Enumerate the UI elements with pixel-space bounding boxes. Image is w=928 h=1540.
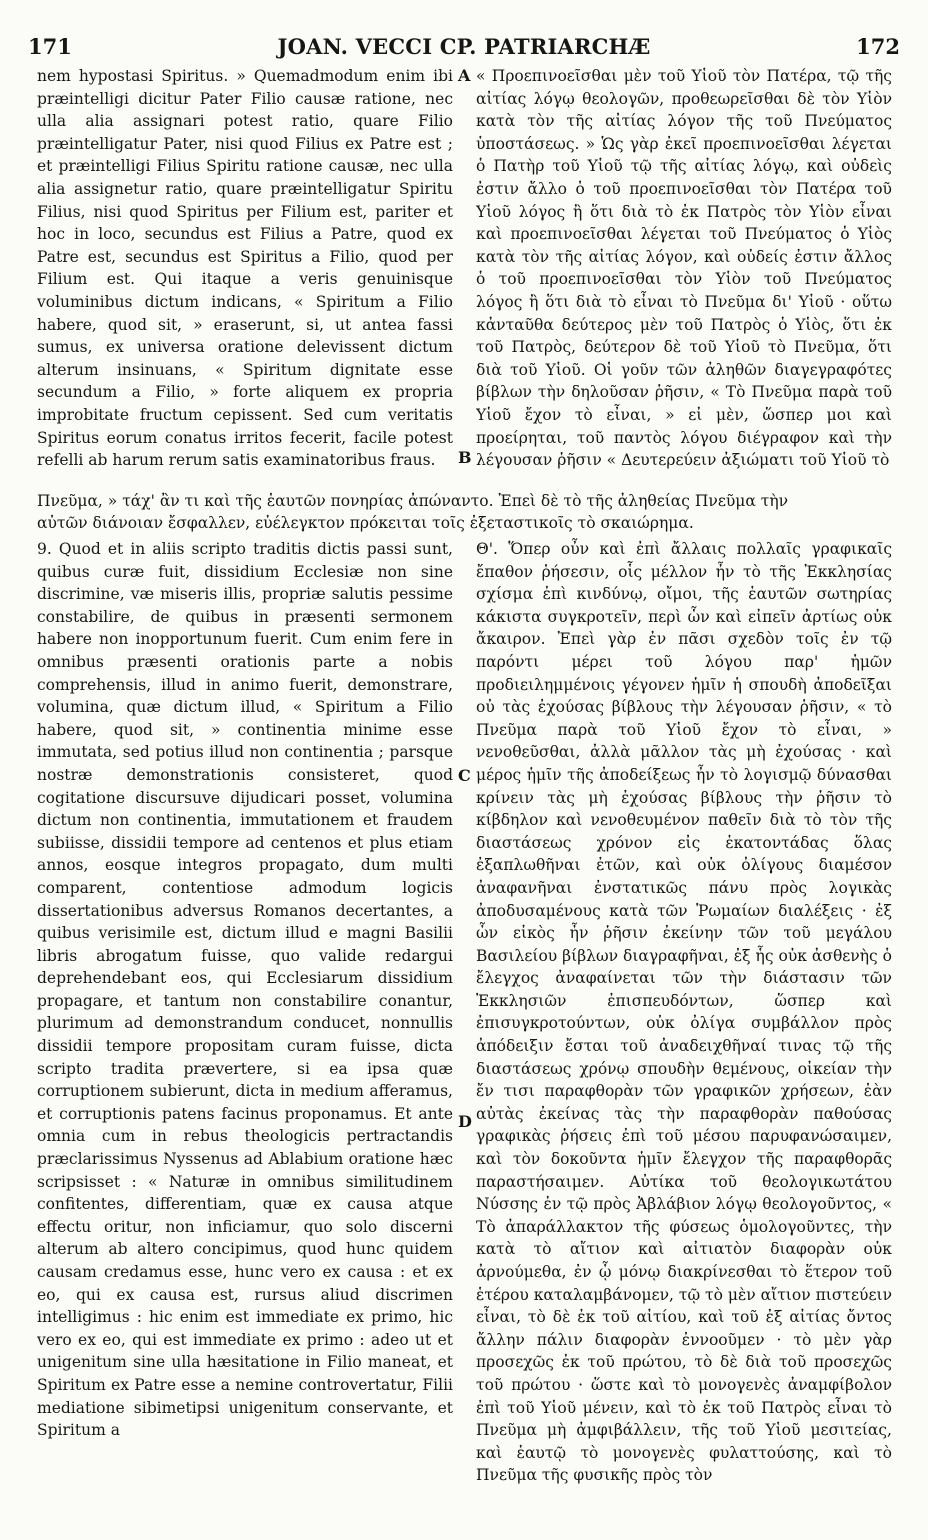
latin-column-section-9 (37, 538, 453, 1528)
margin-marker-c: C (458, 766, 471, 785)
latin-paragraph-top: nem hypostasi Spiritus. » Quemadmodum enim ibi præintelligi dicitur Pater Filio causæ ratione, nec ulla alia assignari potest ratio, quare Filio præintelligatur Pater, nisi quod Filius ex Patre est ; et præintelligi Filius Spiritu ratione causæ, nec ulla alia assignetur ratio, quare præintelligatur Spiritu Filius, nisi quod Spiritus per Filium est, pariter et hoc in loco, secundus est Filius a Patre, quod ex Patre est, secundus est Spiritus a Filio, quod per Filium est. Qui itaque a veris genuinisque voluminibus dictum indicans, « Spiritum a Filio habere, quod sit, » eraserunt, si, ut antea fassi sumus, ex universa oratione delevissent dictum alterum insinuans, « Spiritum dignitate esse secundum a Filio, » forte aliquem ex propria improbitate fructum cepissent. Sed cum veritatis Spiritus eorum conatus irritos fecerit, facile potest refelli ab harum rerum satis examinatoribus fraus. (37, 67, 453, 470)
greek-paragraph-section-9: Θ'. Ὅπερ οὖν καὶ ἐπὶ ἄλλαις πολλαῖς γραφικαῖς ἔπαθον ῥήσεσιν, οἷς μέλλον ἦν τὸ τῆς Ἐκκλησίας σχίσμα ἐπὶ κινδύνῳ, οἴμοι, τῆς ἑαυτῶν σωτηρίας κάκιστα συγκροτεῖν, περὶ ὧν καὶ εἰπεῖν ἀρτίως οὐκ ἄκαιρον. Ἐπεὶ γὰρ ἐν πᾶσι σχεδὸν τοῖς ἐν τῷ παρόντι μέρει τοῦ λόγου παρ' ἡμῶν προδιειλημμένοις γέγονεν ἡμῖν ἡ σπουδὴ ἀποδεῖξαι οὐ τὰς ἐχούσας βίβλους τὴν λέγουσαν ῥῆσιν, « τὸ Πνεῦμα παρὰ τοῦ Υἱοῦ ἔχον τὸ εἶναι, » νενοθεῦσθαι, ἀλλὰ μᾶλλον τὰς μὴ ἐχούσας · καὶ μέρος ἡμῖν τῆς ἀποδείξεως ἦν τὸ λογισμῷ δύνασθαι κρίνειν τὰς μὴ ἐχούσας βίβλους τὴν ῥῆσιν τὸ κίβδηλον καὶ νενοθευμένον παθεῖν διὰ τὸ τὸν τῆς διαστάσεως χρόνον εἰς ἑκατοντάδας ὅλας ἐξαπλωθῆναι ἐτῶν, καὶ οὐκ ὀλίγους διαμέσον ἀναφανῆναι ἐνστατικῶς πάνυ πρὸς λογικὰς ἀποδυσαμένους κατὰ τῶν Ῥωμαίων διαλέξεις · ἐξ ὧν εἰκὸς ἦν ῥῆσιν ἐκείνην τῶν τοῦ μεγάλου Βασιλείου βίβλων διαγραφῆναι, ἐξ ἧς οὐκ ἀσθενὴς ὁ ἔλεγχος ἀναφαίνεται τῶν τὴν διάστασιν τῶν Ἐκκλησιῶν ἐπισπευδόντων, ὥσπερ καὶ ἐπισυγκροτούντων, οὐκ ὀλίγα συμβάλλον πρὸς ἀπόδειξιν ἔσται τοῦ ἀναδειχθῆναί τινας τῷ τῆς διαστάσεως χρόνῳ σπουδὴν θεμένους, οἰκείαν τὴν ἔν τισι παραφθορὰν τῶν γραφικῶν χρήσεων, ἐὰν αὐτὰς ἐκείνας τὰς τὴν παραφθορὰν παθούσας γραφικὰς ῥήσεις ἐπὶ τοῦ μέσου παρυφανώσαιμεν, καὶ τὸν δοκοῦντα ἡμῖν ἔλεγχον τῆς παραφθορᾶς παραστήσαιμεν. Αὐτίκα τοῦ θεολογικωτάτου Νύσσης ἐν τῷ πρὸς Ἀβλάβιον λόγῳ θεολογοῦντος, « Τὸ ἀπαράλλακτον τῆς φύσεως ὁμολογοῦντες, τὴν κατὰ τὸ αἴτιον καὶ αἰτιατὸν διαφορὰν οὐκ ἀρνούμεθα, ἐν ᾧ μόνῳ διακρίνεσθαι τὸ ἕτερον τοῦ ἑτέρου καταλαμβάνομεν, τῷ τὸ μὲν αἴτιον πιστεύειν εἶναι, τὸ δὲ ἐκ τοῦ αἰτίου, καὶ τοῦ ἐξ αἰτίας ὄντος ἄλλην πάλιν διαφορὰν ἐννοοῦμεν · τὸ μὲν γὰρ προσεχῶς ἐκ τοῦ πρώτου, τὸ δὲ διὰ τοῦ προσεχῶς τοῦ πρώτου · ὥστε καὶ τὸ μονογενὲς ἀναμφίβολον ἐπὶ τοῦ Υἱοῦ μένειν, καὶ τὸ ἐκ τοῦ Πατρὸς εἶναι τὸ Πνεῦμα μὴ ἀμφιβάλλειν, τῆς τοῦ Υἱοῦ μεσιτείας, καὶ ἑαυτῷ τὸ μονογενὲς φυλαττούσης, καὶ τὸ Πνεῦμα τῆς φυσικῆς πρὸς τὸν (476, 540, 892, 1485)
latin-paragraph-section-9: 9. Quod et in aliis scripto traditis dictis passi sunt, quibus curæ fuit, dissidium Ecclesiæ non sine discrimine, væ miseris illis, propriæ salutis pessime constabilire, de quibus in præsenti sermonem habere non inopportunum fuerit. Cum enim fere in omnibus præsenti orationis parte a nobis comprehensis, illud in animo fuerit, demonstrare, volumina, quæ dictum illud, « Spiritum a Filio habere, quod sit, » continentia minime esse immutata, sed potius illud non continentia ; parsque nostræ demonstrationis consisteret, quod cogitatione discursuve dijudicari posset, volumina dictum non continentia, immutationem et fraudem subiisse, dissidii tempore ad centenos et plus etiam annos, eosque integros propagato, dum multi comparent, contentiose admodum logicis dissertationibus adversus Romanos decertantes, a quibus verisimile est, dictum illud e magni Basilii libris abrogatum fuisse, quo valide redargui deprehendebant eos, qui Ecclesiarum dissidium propagare, et tantum non constabilire conantur, plurimum ad demonstrandum conducet, nonnullis dissidii tempore propositam curam fuisse, dicta scripto tradita prævertere, si ea ipsa quæ corruptionem subierunt, dicta in medium afferamus, et corruptionis patens facinus proponamus. Et ante omnia cum in rebus theologicis pertractandis præclarissimus Nyssenus ad Ablabium oratione hæc scripsisset : « Naturæ in omnibus similitudinem confitentes, differentiam, quæ ex causa atque effectu oritur, non inficiamur, quo solo discerni alterum ab altero concipimus, quod hunc quidem causam credamus esse, hunc vero ex causa : et ex eo, qui ex causa est, rursus aliud discrimen intelligimus : hic enim est immediate ex primo, hic vero ex eo, qui est immediate ex primo : adeo ut et unigenitum sine ulla hæsitatione in Filio maneat, et Spiritum ex Patre esse a nemine controvertatur, Filii mediatione sibimetipsi unigenitum conservante, et Spiritum a (37, 540, 453, 1440)
page-number-left: 171 (28, 34, 72, 59)
running-title: JOAN. VECCI CP. PATRIARCHÆ (277, 34, 651, 59)
margin-marker-b: B (458, 448, 472, 467)
greek-column-top (476, 65, 892, 488)
margin-marker-d: D (458, 1112, 472, 1131)
page-header (28, 34, 900, 64)
page-number-right: 172 (856, 34, 900, 59)
latin-column-top (37, 65, 453, 488)
greek-column-section-9 (476, 538, 892, 1528)
greek-spanning-line-2: αὐτῶν διάνοιαν ἔσφαλλεν, εὐέλεγκτον πρόκειται τοῖς ἐξεταστικοῖς τὸ σκαιώρημα. (37, 514, 694, 532)
greek-spanning-line-1: Πνεῦμα, » τάχ' ἂν τι καὶ τῆς ἑαυτῶν πονηρίας ἀπώναντο. Ἐπεὶ δὲ τὸ τῆς ἀληθείας Πνεῦμα τὴν (37, 492, 789, 510)
greek-paragraph-top: « Προεπινοεῖσθαι μὲν τοῦ Υἱοῦ τὸν Πατέρα, τῷ τῆς αἰτίας λόγῳ θεολογῶν, προθεωρεῖσθαι δὲ τὸν Υἱὸν κατὰ τὸν τῆς αἰτίας λόγον τῆς τοῦ Πνεύματος ὑποστάσεως. » Ὡς γὰρ ἐκεῖ προεπινοεῖσθαι λέγεται ὁ Πατὴρ τοῦ Υἱοῦ τῷ τῆς αἰτίας λόγῳ, καὶ οὐδεὶς ἐστιν ἄλλο ὁ τοῦ προεπινοεῖσθαι τὸν Πατέρα τοῦ Υἱοῦ λόγος ἢ ὅτι διὰ τὸ ἐκ Πατρὸς τὸν Υἱὸν εἶναι καὶ προεπινοεῖσθαι λέγεται τοῦ Πνεύματος ὁ Υἱὸς κατὰ τὸν τῆς αἰτίας λόγον, καὶ οὐδείς ἐστιν ἄλλος ὁ τοῦ προεπινοεῖσθαι τὸν Υἱὸν τοῦ Πνεύματος λόγος ἢ ὅτι διὰ τὸ εἶναι τὸ Πνεῦμα δι' Υἱοῦ · οὕτω κἀνταῦθα δεύτερος μὲν τοῦ Πατρὸς ὁ Υἱὸς, ὅτι ἐκ τοῦ Πατρὸς, δεύτερον δὲ τοῦ Υἱοῦ τὸ Πνεῦμα, ὅτι διὰ τοῦ Υἱοῦ. Οἱ γοῦν τῶν ἀληθῶν διαγεγραφότες βίβλων τὴν δηλοῦσαν ῥῆσιν, « Τὸ Πνεῦμα παρὰ τοῦ Υἱοῦ ἔχον τὸ εἶναι, » εἰ μὲν, ὥσπερ μοι καὶ προείρηται, τοῦ παντὸς λόγου διέγραφον καὶ τὴν λέγουσαν ῥῆσιν « Δευτερεύειν ἀξιώματι τοῦ Υἱοῦ τὸ (476, 67, 892, 470)
margin-marker-a: A (458, 66, 471, 85)
